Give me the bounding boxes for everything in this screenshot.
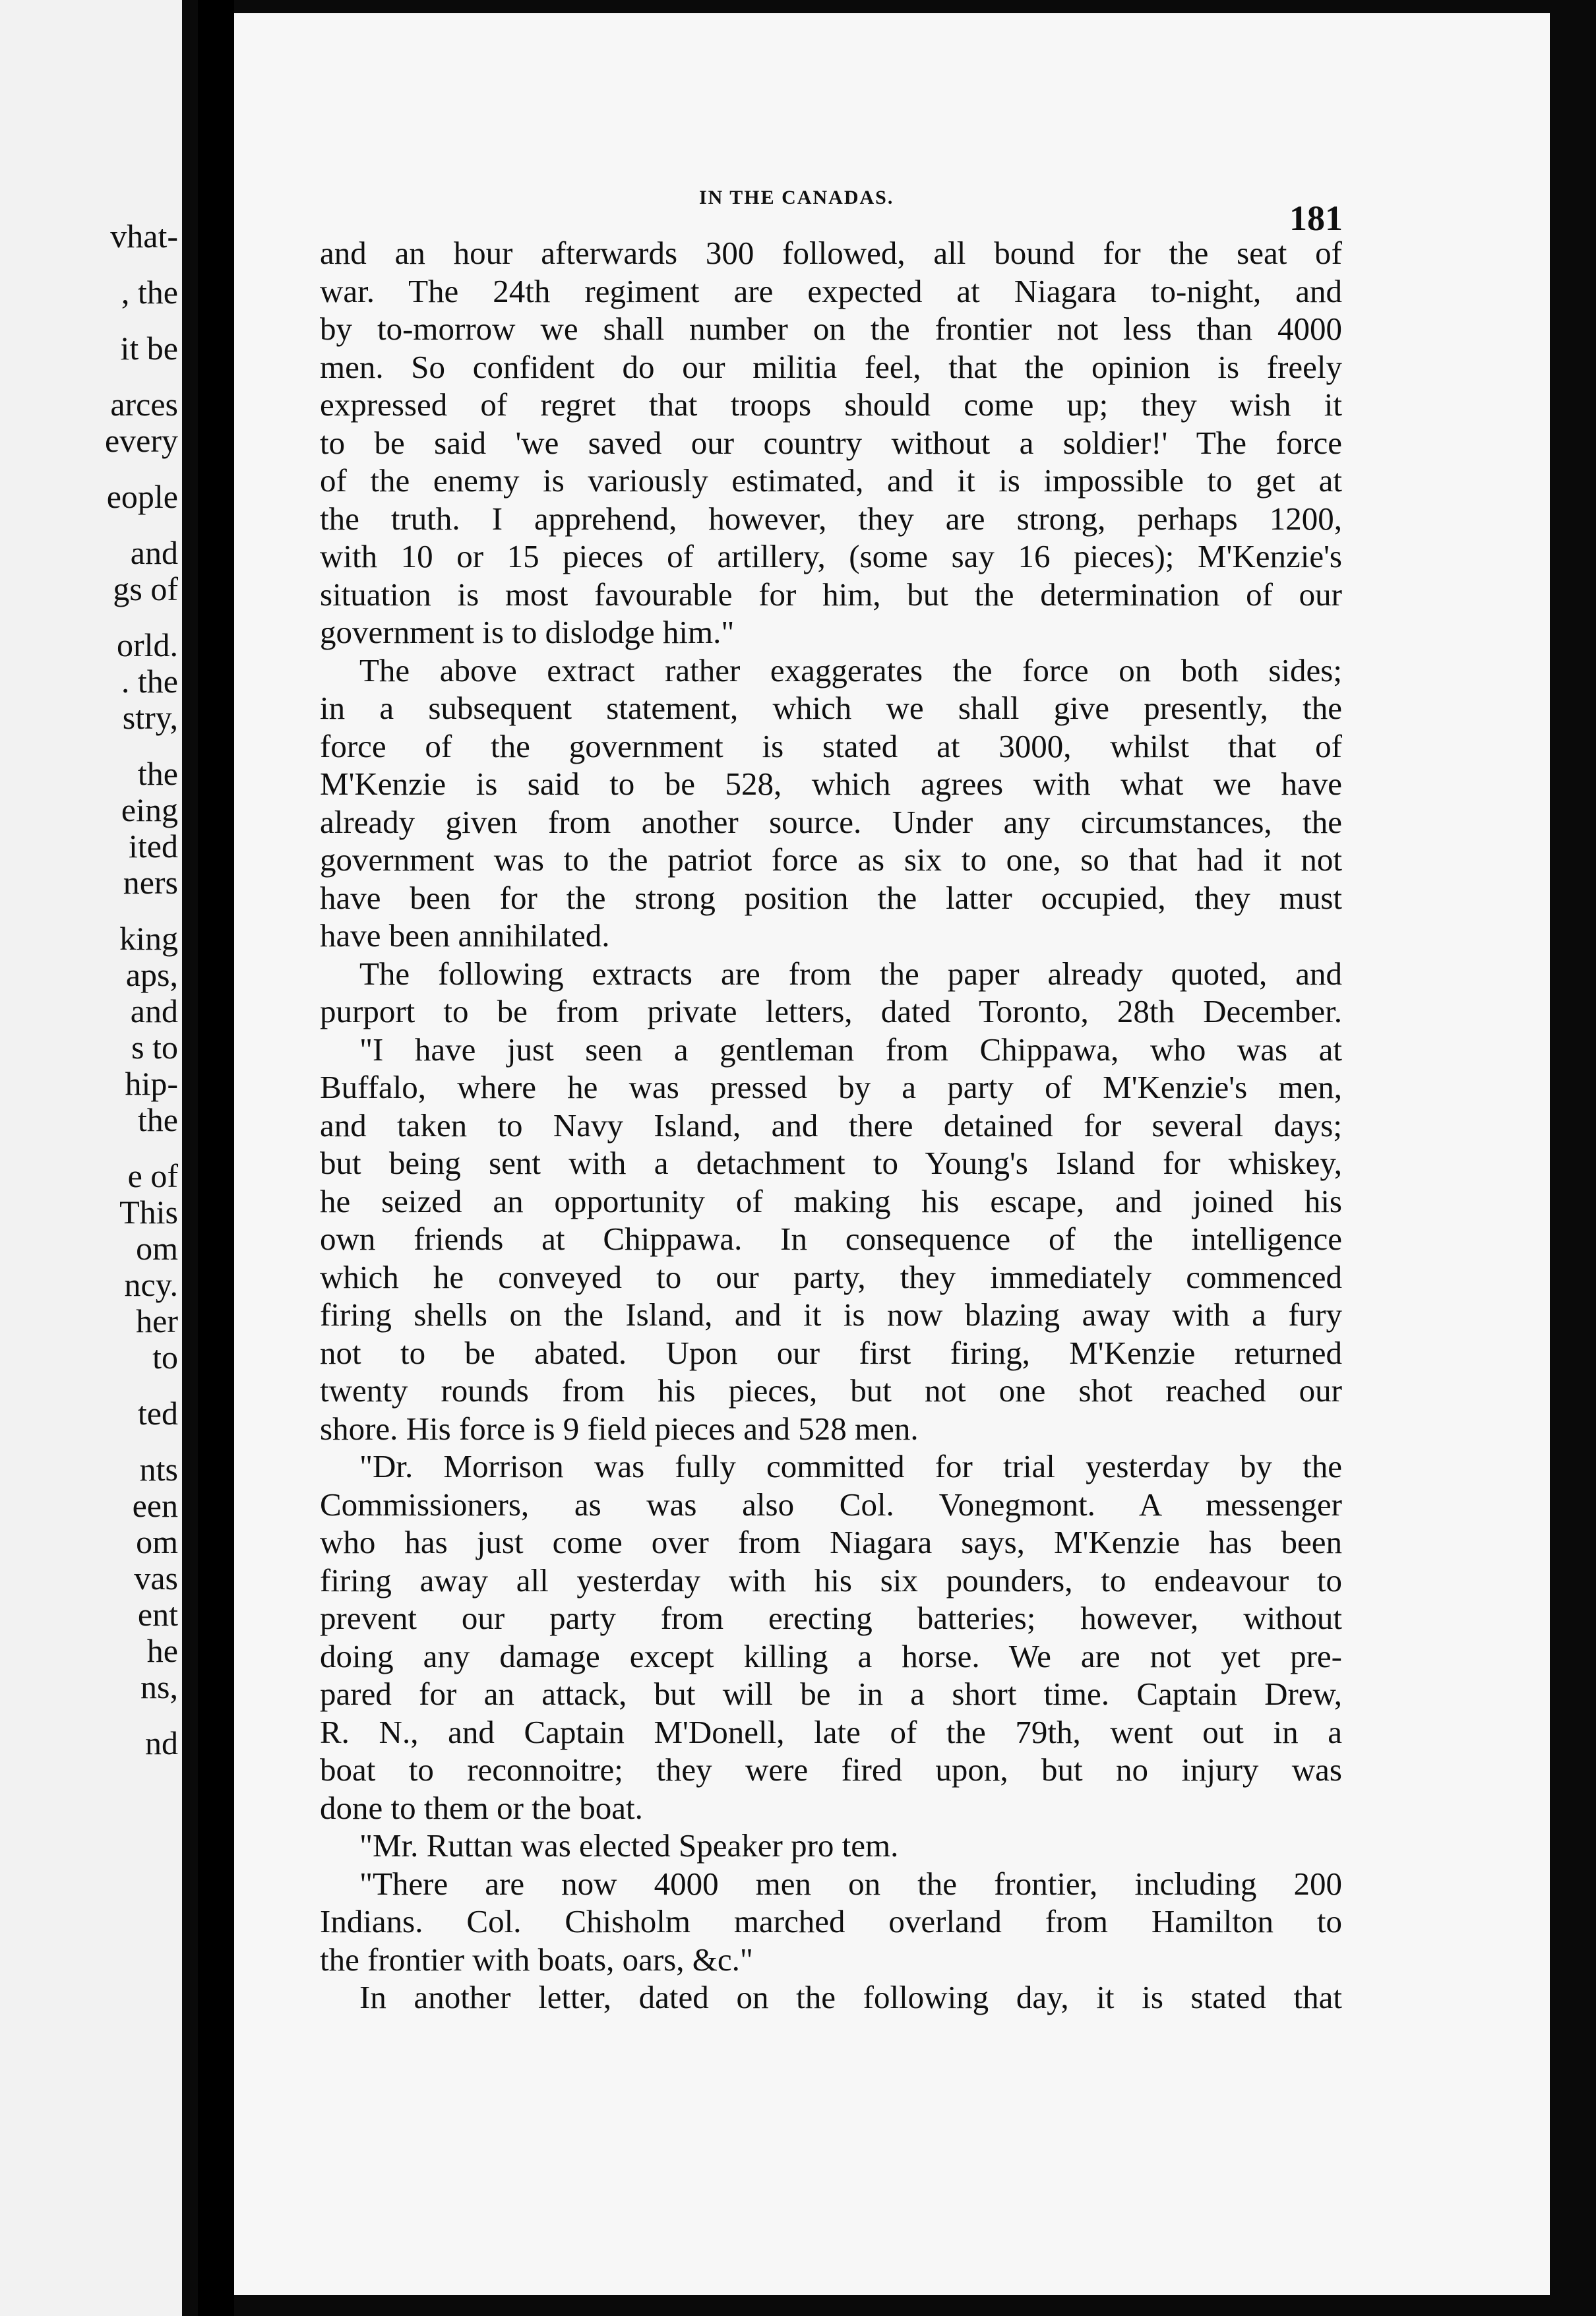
text-line: men. So confident do our militia feel, that the opinion is freely bbox=[320, 348, 1342, 385]
book-spine bbox=[198, 0, 234, 2316]
left-page-fragment: he bbox=[146, 1632, 178, 1669]
text-line: with 10 or 15 pieces of artillery, (some say 16 pieces); M'Kenzie's bbox=[320, 538, 1342, 574]
running-head: IN THE CANADAS. bbox=[699, 187, 894, 208]
text-line: doing any damage except killing a horse. We are not yet pre- bbox=[320, 1637, 1342, 1674]
text-line: force of the government is stated at 3000, whilst that of bbox=[320, 727, 1342, 764]
text-line: have been annihilated. bbox=[320, 917, 610, 954]
text-line: who has just come over from Niagara says, M'Kenzie has been bbox=[320, 1524, 1342, 1560]
left-page-fragment: This bbox=[119, 1194, 178, 1231]
left-page-fragment: hip- bbox=[125, 1065, 178, 1102]
left-page-fragment: the bbox=[137, 755, 178, 792]
left-page-fragment: ited bbox=[129, 828, 178, 865]
text-line: and taken to Navy Island, and there detained for several days; bbox=[320, 1107, 1342, 1143]
text-line: twenty rounds from his pieces, but not one shot reached our bbox=[320, 1372, 1342, 1409]
text-line: The above extract rather exaggerates the force on both sides; bbox=[359, 652, 1342, 688]
left-page-fragment: , the bbox=[121, 274, 178, 311]
text-line: The following extracts are from the paper already quoted, and bbox=[359, 955, 1342, 992]
left-page-fragment: to bbox=[152, 1339, 178, 1376]
text-line: firing away all yesterday with his six pounders, to endeavour to bbox=[320, 1562, 1342, 1599]
text-line: expressed of regret that troops should come up; they wish it bbox=[320, 386, 1342, 423]
left-page-fragment: the bbox=[137, 1101, 178, 1138]
text-line: Commissioners, as was also Col. Vonegmont. A messenger bbox=[320, 1486, 1342, 1523]
left-page-fragment: vhat- bbox=[110, 218, 178, 255]
text-line: by to-morrow we shall number on the frontier not less than 4000 bbox=[320, 311, 1342, 347]
left-page-fragment: every bbox=[104, 422, 178, 459]
text-line: to be said 'we saved our country without a soldier!' The force bbox=[320, 424, 1342, 461]
text-line: In another letter, dated on the following day, it is stated that bbox=[359, 1979, 1342, 2015]
left-page-fragment: nts bbox=[139, 1451, 178, 1488]
text-line: government is to dislodge him." bbox=[320, 614, 735, 650]
left-page-fragment: eople bbox=[106, 478, 178, 515]
right-page-edge bbox=[1550, 0, 1596, 2316]
left-page-fragment: ted bbox=[137, 1395, 178, 1432]
text-line: shore. His force is 9 field pieces and 528 men. bbox=[320, 1410, 919, 1447]
left-page-fragment: orld. bbox=[116, 626, 178, 663]
left-page-fragment: aps, bbox=[125, 956, 178, 993]
left-page-fragment: s to bbox=[131, 1029, 178, 1066]
text-line: purport to be from private letters, dated Toronto, 28th December. bbox=[320, 993, 1342, 1029]
body-text bbox=[320, 234, 1342, 2017]
left-page-fragment: and bbox=[130, 992, 178, 1029]
page-number: 181 bbox=[1289, 198, 1343, 238]
text-line: own friends at Chippawa. In consequence of the intelligence bbox=[320, 1221, 1342, 1257]
text-line: "Mr. Ruttan was elected Speaker pro tem. bbox=[359, 1827, 899, 1864]
left-page-fragment: arces bbox=[110, 386, 178, 423]
text-line: firing shells on the Island, and it is now blazing away with a fury bbox=[320, 1296, 1342, 1333]
left-page-fragment: . the bbox=[121, 663, 178, 700]
text-line: "There are now 4000 men on the frontier, including 200 bbox=[359, 1865, 1342, 1902]
left-page-fragment: ent bbox=[137, 1596, 178, 1633]
text-line: boat to reconnoitre; they were fired upon, but no injury was bbox=[320, 1752, 1342, 1788]
text-line: done to them or the boat. bbox=[320, 1789, 643, 1826]
left-page bbox=[0, 0, 198, 2316]
left-page-fragment: gs of bbox=[113, 570, 178, 607]
text-line: government was to the patriot force as six to one, so that had it not bbox=[320, 841, 1342, 878]
text-line: and an hour afterwards 300 followed, all bound for the seat of bbox=[320, 235, 1342, 271]
left-page-fragment: ns, bbox=[140, 1668, 178, 1705]
text-line: but being sent with a detachment to Young's Island for whiskey, bbox=[320, 1145, 1342, 1181]
left-page-fragment: it be bbox=[120, 330, 178, 367]
text-line: have been for the strong position the latter occupied, they must bbox=[320, 879, 1342, 916]
text-line: he seized an opportunity of making his escape, and joined his bbox=[320, 1182, 1342, 1219]
left-page-fragment: her bbox=[136, 1302, 178, 1339]
left-page-fragment: stry, bbox=[122, 699, 178, 736]
text-line: Buffalo, where he was pressed by a party of M'Kenzie's men, bbox=[320, 1069, 1342, 1105]
text-line: R. N., and Captain M'Donell, late of the 79th, went out in a bbox=[320, 1713, 1342, 1750]
text-line: not to be abated. Upon our first firing, M'Kenzie returned bbox=[320, 1334, 1342, 1371]
text-line: "Dr. Morrison was fully committed for trial yesterday by the bbox=[359, 1448, 1342, 1484]
text-line: prevent our party from erecting batteries; however, without bbox=[320, 1600, 1342, 1636]
left-page-fragment: eing bbox=[121, 791, 178, 828]
text-line: in a subsequent statement, which we shall give presently, the bbox=[320, 690, 1342, 726]
text-line: "I have just seen a gentleman from Chippawa, who was at bbox=[359, 1031, 1342, 1068]
left-page-fragment: om bbox=[136, 1523, 178, 1560]
left-page-fragment: een bbox=[132, 1487, 178, 1524]
text-line: the truth. I apprehend, however, they are strong, perhaps 1200, bbox=[320, 500, 1342, 537]
text-line: of the enemy is variously estimated, and it is impossible to get at bbox=[320, 462, 1342, 499]
left-page-fragment: ners bbox=[123, 864, 178, 901]
left-page-fragment: vas bbox=[134, 1560, 178, 1597]
left-page-fragment: nd bbox=[145, 1724, 178, 1761]
text-line: M'Kenzie is said to be 528, which agrees with what we have bbox=[320, 766, 1342, 802]
text-line: already given from another source. Under any circumstances, the bbox=[320, 803, 1342, 840]
text-line: war. The 24th regiment are expected at Niagara to-night, and bbox=[320, 272, 1342, 309]
text-line: pared for an attack, but will be in a short time. Captain Drew, bbox=[320, 1676, 1342, 1712]
left-page-fragment: e of bbox=[127, 1157, 178, 1194]
left-page-fragment: king bbox=[119, 920, 178, 957]
text-line: Indians. Col. Chisholm marched overland from Hamilton to bbox=[320, 1903, 1342, 1939]
left-page-fragment: ncy. bbox=[124, 1266, 178, 1303]
left-page-fragment: and bbox=[130, 534, 178, 571]
text-line: situation is most favourable for him, but the determination of our bbox=[320, 576, 1342, 613]
left-page-fragment: om bbox=[136, 1230, 178, 1267]
text-line: the frontier with boats, oars, &c." bbox=[320, 1941, 753, 1978]
left-page-edge bbox=[182, 0, 198, 2316]
text-line: which he conveyed to our party, they immediately commenced bbox=[320, 1258, 1342, 1295]
